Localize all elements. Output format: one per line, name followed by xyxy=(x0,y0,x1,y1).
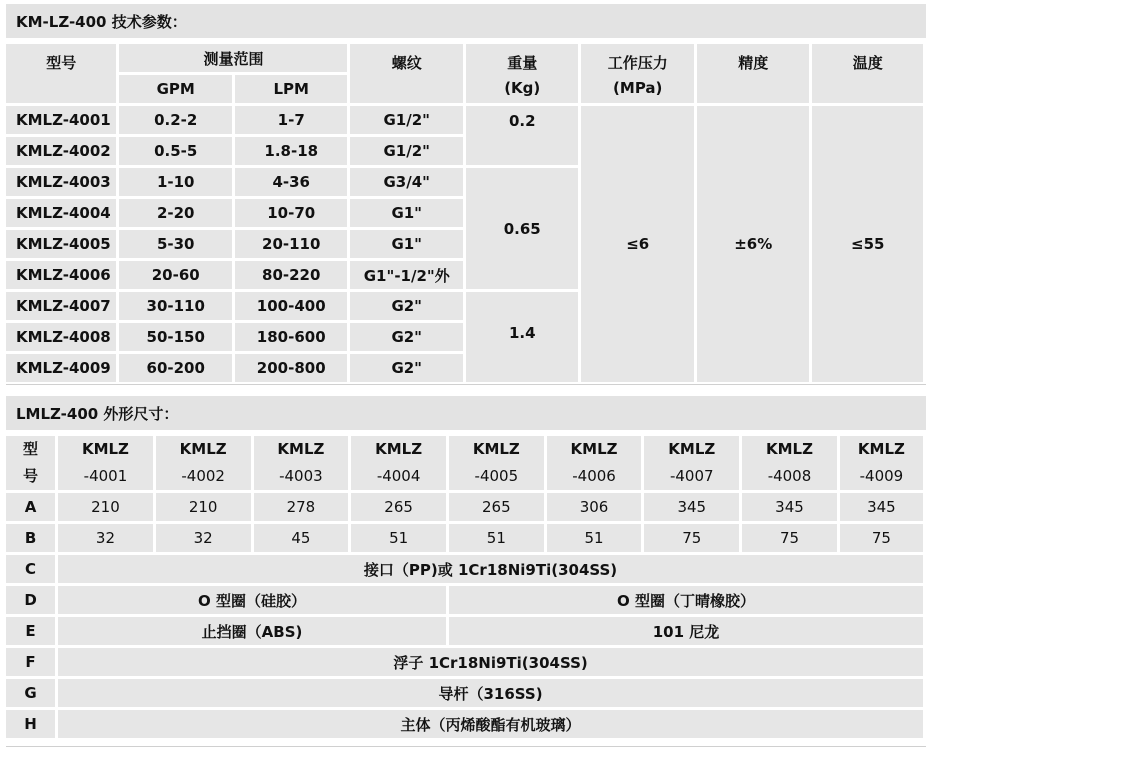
model-cell: KMLZ-4006 xyxy=(6,261,116,289)
value-cell: 306 xyxy=(547,493,642,521)
model-name: KMLZ xyxy=(179,440,227,458)
gpm-cell: 50-150 xyxy=(119,323,232,351)
row-label: H xyxy=(6,710,55,738)
value-cell: 75 xyxy=(742,524,837,552)
lpm-cell: 4-36 xyxy=(235,168,348,196)
model-suffix: -4006 xyxy=(572,467,616,485)
value-cell: 32 xyxy=(58,524,153,552)
dimension-row-b xyxy=(6,524,923,552)
lpm-cell: 180-600 xyxy=(235,323,348,351)
lpm-cell: 1-7 xyxy=(235,106,348,134)
model-header-cell xyxy=(840,436,923,490)
value-cell: 45 xyxy=(254,524,349,552)
thread-cell: G1" xyxy=(350,199,463,227)
header-temperature: 温度 xyxy=(812,44,923,103)
model-cell: KMLZ-4003 xyxy=(6,168,116,196)
model-header-row xyxy=(6,436,923,490)
spec-section-title: KM-LZ-400 技术参数： xyxy=(6,4,926,38)
gpm-cell: 0.5-5 xyxy=(119,137,232,165)
material-cell: O 型圈（丁晴橡胶） xyxy=(449,586,923,614)
gpm-cell: 60-200 xyxy=(119,354,232,382)
header-accuracy: 精度 xyxy=(697,44,810,103)
header-pressure xyxy=(581,44,694,103)
gpm-cell: 0.2-2 xyxy=(119,106,232,134)
material-cell: 导杆（316SS) xyxy=(58,679,923,707)
header-gpm: GPM xyxy=(119,75,232,103)
model-name: KMLZ xyxy=(668,440,716,458)
model-name: KMLZ xyxy=(765,440,813,458)
spec-section xyxy=(6,4,926,385)
weight-cell: 0.65 xyxy=(466,168,579,289)
model-name: KMLZ xyxy=(472,440,520,458)
value-cell: 32 xyxy=(156,524,251,552)
row-label: G xyxy=(6,679,55,707)
value-cell: 265 xyxy=(351,493,446,521)
model-name: KMLZ xyxy=(570,440,618,458)
gpm-cell: 5-30 xyxy=(119,230,232,258)
row-label: F xyxy=(6,648,55,676)
thread-cell: G2" xyxy=(350,323,463,351)
lpm-cell: 20-110 xyxy=(235,230,348,258)
model-name: KMLZ xyxy=(81,440,129,458)
material-cell: 接口（PP)或 1Cr18Ni9Ti(304SS) xyxy=(58,555,923,583)
thread-cell: G3/4" xyxy=(350,168,463,196)
model-suffix: -4003 xyxy=(279,467,323,485)
header-range: 测量范围 xyxy=(119,44,347,72)
value-cell: 75 xyxy=(840,524,923,552)
thread-cell: G1"-1/2"外 xyxy=(350,261,463,289)
model-header-cell xyxy=(644,436,739,490)
gpm-cell: 30-110 xyxy=(119,292,232,320)
gpm-cell: 20-60 xyxy=(119,261,232,289)
row-label: E xyxy=(6,617,55,645)
model-cell: KMLZ-4007 xyxy=(6,292,116,320)
weight-cell: 0.2 xyxy=(466,106,579,165)
dimension-row-c xyxy=(6,555,923,583)
material-cell: O 型圈（硅胶） xyxy=(58,586,446,614)
thread-cell: G1/2" xyxy=(350,137,463,165)
header-pressure-label: 工作压力 xyxy=(607,54,668,72)
model-suffix: -4005 xyxy=(474,467,519,485)
model-suffix: -4009 xyxy=(859,467,904,485)
thread-cell: G1" xyxy=(350,230,463,258)
header-weight-label: 重量 xyxy=(507,54,538,72)
value-cell: 51 xyxy=(351,524,446,552)
value-cell: 210 xyxy=(58,493,153,521)
lpm-cell: 100-400 xyxy=(235,292,348,320)
gpm-cell: 1-10 xyxy=(119,168,232,196)
row-label: B xyxy=(6,524,55,552)
dimension-section xyxy=(6,396,926,741)
value-cell: 51 xyxy=(547,524,642,552)
header-weight-unit: (Kg) xyxy=(504,79,541,97)
lpm-cell: 10-70 xyxy=(235,199,348,227)
material-cell: 浮子 1Cr18Ni9Ti(304SS) xyxy=(58,648,923,676)
model-header-cell xyxy=(156,436,251,490)
gpm-cell: 2-20 xyxy=(119,199,232,227)
model-suffix: -4001 xyxy=(83,467,128,485)
model-header-cell xyxy=(254,436,349,490)
thread-cell: G2" xyxy=(350,354,463,382)
spec-table xyxy=(3,41,926,385)
dimension-row-a xyxy=(6,493,923,521)
header-pressure-unit: (MPa) xyxy=(613,79,663,97)
model-name: KMLZ xyxy=(857,440,905,458)
model-cell: KMLZ-4001 xyxy=(6,106,116,134)
model-name: KMLZ xyxy=(375,440,423,458)
table-row xyxy=(6,106,923,134)
row-label: D xyxy=(6,586,55,614)
bottom-divider xyxy=(6,746,926,747)
model-cell: KMLZ-4009 xyxy=(6,354,116,382)
model-cell: KMLZ-4004 xyxy=(6,199,116,227)
dimension-table xyxy=(3,433,926,741)
temperature-cell: ≤55 xyxy=(812,106,923,382)
material-cell: 101 尼龙 xyxy=(449,617,923,645)
value-cell: 345 xyxy=(840,493,923,521)
model-suffix: -4002 xyxy=(181,467,225,485)
dimension-row-h xyxy=(6,710,923,738)
model-header-cell xyxy=(449,436,544,490)
model-label-bottom: 号 xyxy=(23,467,39,485)
weight-cell: 1.4 xyxy=(466,292,579,382)
header-thread: 螺纹 xyxy=(350,44,463,103)
value-cell: 278 xyxy=(254,493,349,521)
header-model: 型号 xyxy=(6,44,116,103)
row-label: A xyxy=(6,493,55,521)
dimension-row-d xyxy=(6,586,923,614)
value-cell: 345 xyxy=(742,493,837,521)
material-cell: 主体（丙烯酸酯有机玻璃） xyxy=(58,710,923,738)
row-label: C xyxy=(6,555,55,583)
value-cell: 75 xyxy=(644,524,739,552)
section-divider xyxy=(6,384,926,385)
lpm-cell: 200-800 xyxy=(235,354,348,382)
model-header-cell xyxy=(351,436,446,490)
model-header-cell xyxy=(742,436,837,490)
header-weight xyxy=(466,44,579,103)
model-header-cell xyxy=(547,436,642,490)
header-lpm: LPM xyxy=(235,75,348,103)
model-name: KMLZ xyxy=(277,440,325,458)
value-cell: 265 xyxy=(449,493,544,521)
dimension-row-g xyxy=(6,679,923,707)
model-suffix: -4007 xyxy=(669,467,714,485)
dimension-section-title: LMLZ-400 外形尺寸： xyxy=(6,396,926,430)
value-cell: 345 xyxy=(644,493,739,521)
model-cell: KMLZ-4005 xyxy=(6,230,116,258)
material-cell: 止挡圈（ABS) xyxy=(58,617,446,645)
value-cell: 51 xyxy=(449,524,544,552)
model-label-cell xyxy=(6,436,55,490)
model-label-top: 型 xyxy=(23,440,39,458)
model-suffix: -4008 xyxy=(767,467,812,485)
dimension-row-f xyxy=(6,648,923,676)
dimension-row-e xyxy=(6,617,923,645)
pressure-cell: ≤6 xyxy=(581,106,694,382)
model-suffix: -4004 xyxy=(376,467,421,485)
thread-cell: G1/2" xyxy=(350,106,463,134)
lpm-cell: 80-220 xyxy=(235,261,348,289)
model-cell: KMLZ-4008 xyxy=(6,323,116,351)
model-header-cell xyxy=(58,436,153,490)
model-cell: KMLZ-4002 xyxy=(6,137,116,165)
thread-cell: G2" xyxy=(350,292,463,320)
lpm-cell: 1.8-18 xyxy=(235,137,348,165)
accuracy-cell: ±6% xyxy=(697,106,810,382)
value-cell: 210 xyxy=(156,493,251,521)
